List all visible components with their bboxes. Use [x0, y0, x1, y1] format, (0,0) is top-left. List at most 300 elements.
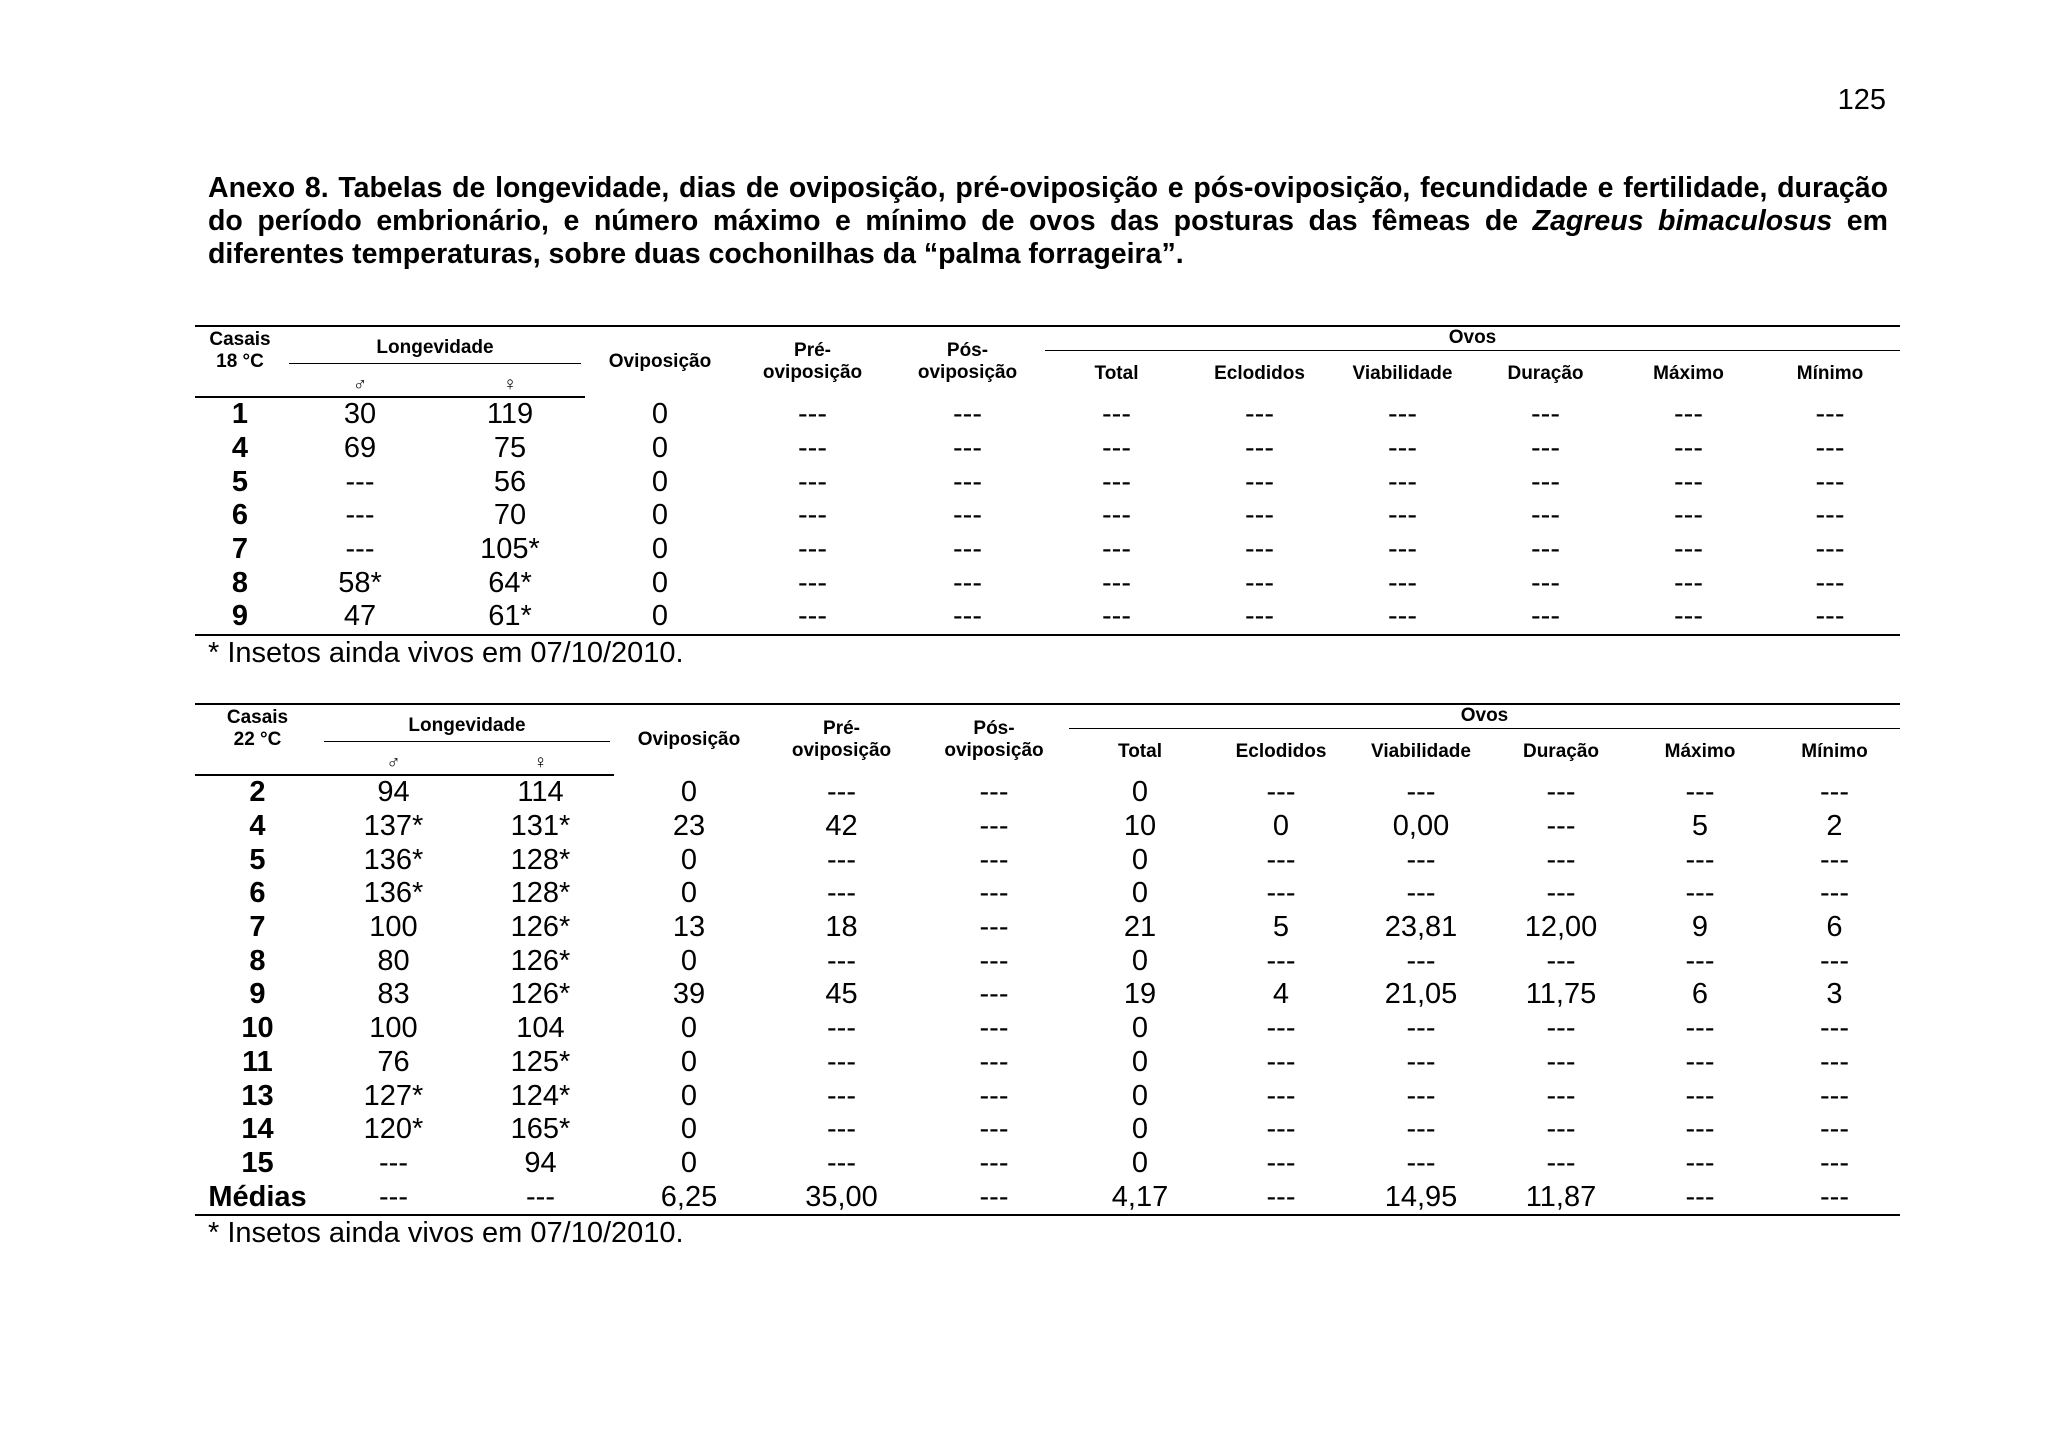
row-label: 5: [249, 843, 266, 876]
table-cell: ---: [1266, 775, 1296, 808]
table-cell: ---: [1245, 499, 1274, 532]
row-label: 8: [249, 944, 266, 977]
table-cell: ---: [1266, 1045, 1296, 1078]
table-cell: ---: [953, 397, 982, 430]
table-cell: ---: [1245, 397, 1274, 430]
table-18c: [195, 325, 1900, 636]
col-oviposicao: Oviposição: [585, 326, 735, 397]
table-row: [195, 877, 1900, 911]
table-cell: 83: [377, 978, 410, 1011]
table-22c: [195, 703, 1900, 1216]
table-cell: ---: [1820, 775, 1849, 808]
row-label: 8: [231, 566, 249, 599]
table-cell: ---: [827, 775, 856, 808]
table-cell: 128*: [510, 843, 571, 876]
table-cell: ---: [979, 843, 1009, 876]
table-cell: ---: [1388, 432, 1417, 465]
table-cell: ---: [979, 1045, 1009, 1078]
table-cell: ---: [1245, 533, 1274, 566]
table-cell: ---: [1406, 1113, 1436, 1146]
table-cell: ---: [1531, 566, 1560, 599]
table-cell: 0: [1131, 1045, 1149, 1078]
table-body: [195, 775, 1900, 1215]
table-cell: 2: [1826, 810, 1843, 843]
table-cell: ---: [1617, 600, 1760, 635]
table-cell: ---: [1685, 775, 1715, 808]
table-cell: 70: [493, 499, 527, 532]
table-cell: ---: [979, 810, 1009, 843]
table-cell: 6: [1826, 911, 1843, 944]
table-cell: 126*: [510, 944, 571, 977]
row-label: Médias: [195, 1180, 320, 1215]
row-label: 13: [241, 1079, 274, 1112]
table-cell: 137*: [363, 810, 424, 843]
table-cell: 80: [377, 944, 410, 977]
table-cell: 42: [825, 810, 858, 843]
table-cell: 23,81: [1384, 911, 1458, 944]
table-cell: ---: [1815, 397, 1845, 430]
table-cell: ---: [1406, 944, 1436, 977]
table-cell: ---: [1685, 877, 1715, 910]
table-cell: 124*: [510, 1079, 571, 1112]
table-cell: 75: [493, 432, 527, 465]
table-cell: ---: [320, 1180, 467, 1215]
table-cell: ---: [379, 1146, 408, 1179]
table-cell: ---: [1685, 944, 1715, 977]
table-cell: ---: [1406, 1079, 1436, 1112]
table-row: [195, 499, 1900, 533]
table-cell: ---: [827, 1113, 856, 1146]
table-cell: 0: [651, 566, 669, 599]
table-cell: 47: [285, 600, 435, 635]
table-cell: ---: [467, 1180, 614, 1215]
row-label: 5: [231, 465, 249, 498]
table-cell: 23: [672, 810, 706, 843]
row-label: 15: [241, 1146, 274, 1179]
table-cell: 4,17: [1069, 1180, 1211, 1215]
table-cell: ---: [798, 397, 827, 430]
table-cell: ---: [1674, 566, 1703, 599]
table-cell: ---: [1245, 465, 1274, 498]
row-label: 6: [249, 877, 266, 910]
table-cell: ---: [1815, 465, 1845, 498]
col-pos-oviposicao: Pós- oviposição: [890, 326, 1045, 397]
table-cell: 11,87: [1491, 1180, 1631, 1215]
col-pre-oviposicao: Pré- oviposição: [764, 704, 919, 775]
table-cell: 21,05: [1384, 978, 1458, 1011]
table-cell: ---: [1102, 397, 1131, 430]
table-cell: 6: [1691, 978, 1709, 1011]
table-row: [195, 944, 1900, 978]
table-row: [195, 978, 1900, 1012]
table-cell: ---: [979, 775, 1009, 808]
table-row: [195, 810, 1900, 844]
row-label: 11: [242, 1045, 273, 1078]
table-cell: ---: [1102, 533, 1131, 566]
table-row: [195, 432, 1900, 466]
table-cell: ---: [1685, 843, 1715, 876]
table-cell: 0: [1131, 1113, 1149, 1146]
table-cell: 14,95: [1351, 1180, 1491, 1215]
table-cell: ---: [827, 877, 856, 910]
col-eclodidos: Eclodidos: [1235, 740, 1327, 762]
table-cell: 58*: [338, 566, 382, 599]
table-cell: ---: [1188, 600, 1331, 635]
table-cell: 9: [1691, 911, 1709, 944]
table-cell: 0: [1131, 775, 1149, 808]
table-cell: ---: [798, 465, 827, 498]
species-name: Zagreus bimaculosus: [1532, 205, 1833, 237]
table-cell: ---: [1388, 397, 1417, 430]
table-cell: 13: [672, 911, 706, 944]
table-cell: ---: [1546, 877, 1576, 910]
table-cell: 0: [680, 1012, 698, 1045]
table-cell: ---: [1815, 432, 1845, 465]
table-cell: ---: [953, 465, 982, 498]
table-cell: ---: [979, 1146, 1009, 1179]
table-cell: 0: [1272, 810, 1290, 843]
table-cell: ---: [1474, 600, 1617, 635]
col-casais: Casais 18 °C: [195, 326, 285, 374]
table-cell: ---: [1388, 566, 1417, 599]
male-symbol: ♂: [320, 752, 467, 775]
col-ovos: Ovos: [1045, 326, 1900, 350]
table-cell: ---: [1102, 465, 1131, 498]
table-cell: ---: [1211, 1180, 1351, 1215]
table-row: [195, 911, 1900, 945]
table-cell: ---: [979, 877, 1009, 910]
table-cell: ---: [1546, 775, 1576, 808]
col-eclodidos: Eclodidos: [1214, 362, 1305, 384]
col-casais-spacer: [195, 374, 285, 397]
table-cell: ---: [798, 432, 827, 465]
table-cell: 105*: [480, 533, 540, 566]
caption-text: Anexo 8. Tabelas de longevidade, dias de oviposição, pré-oviposição e pós-oviposição, fecundidade e fertilidade, duração do período embrionário, e número máximo e mínimo de ovos das posturas das fêmeas de: [208, 172, 1888, 237]
table-row: [195, 775, 1900, 810]
table-cell: ---: [1266, 944, 1296, 977]
table-cell: 94: [524, 1146, 557, 1179]
table-row: [195, 600, 1900, 635]
table-cell: ---: [1820, 1146, 1849, 1179]
table-row: [195, 397, 1900, 432]
table-cell: 56: [493, 465, 527, 498]
table-cell: 125*: [510, 1045, 571, 1078]
table-cell: 69: [343, 432, 377, 465]
table-row: [195, 566, 1900, 600]
table-cell: ---: [1266, 1079, 1296, 1112]
table-cell: 104: [516, 1012, 565, 1045]
table-cell: 165*: [510, 1113, 571, 1146]
row-label: 1: [231, 398, 249, 431]
table-cell: ---: [1406, 843, 1436, 876]
table-cell: 21: [1123, 911, 1157, 944]
table-cell: ---: [1685, 1012, 1715, 1045]
table-cell: ---: [979, 944, 1009, 977]
table-cell: ---: [1820, 1045, 1849, 1078]
table-cell: ---: [827, 843, 856, 876]
col-viabilidade: Viabilidade: [1352, 362, 1453, 384]
table-cell: ---: [953, 432, 982, 465]
table-cell: ---: [1388, 499, 1417, 532]
table-cell: ---: [1406, 1012, 1436, 1045]
table-cell: ---: [1631, 1180, 1769, 1215]
col-pre-oviposicao: Pré- oviposição: [735, 326, 890, 397]
table-cell: ---: [1045, 600, 1188, 635]
row-label: 9: [195, 600, 285, 635]
col-duracao: Duração: [1522, 740, 1600, 762]
table-cell: 0: [680, 843, 698, 876]
footnote-22c: * Insetos ainda vivos em 07/10/2010.: [208, 1217, 684, 1249]
table-cell: ---: [953, 566, 982, 599]
table-row: [195, 533, 1900, 567]
table-cell: ---: [1102, 499, 1131, 532]
table-cell: ---: [979, 978, 1009, 1011]
row-label: 6: [231, 499, 249, 532]
row-label: 7: [231, 533, 249, 566]
table-cell: ---: [1674, 432, 1703, 465]
table-cell: 0: [1131, 877, 1149, 910]
table-cell: ---: [1820, 1012, 1849, 1045]
table-caption: [208, 172, 1888, 271]
table-row: [195, 1147, 1900, 1181]
col-viabilidade: Viabilidade: [1371, 740, 1471, 762]
table-cell: 0: [651, 465, 669, 498]
table-cell: ---: [1406, 775, 1436, 808]
row-label: 2: [249, 776, 266, 809]
col-pos-oviposicao: Pós- oviposição: [919, 704, 1069, 775]
table-row: [195, 1180, 1900, 1215]
table-cell: ---: [1546, 944, 1576, 977]
table-cell: 119: [486, 398, 534, 431]
table-cell: 0: [585, 600, 735, 635]
table-cell: 6,25: [614, 1180, 764, 1215]
table-cell: ---: [827, 944, 856, 977]
table-cell: ---: [1815, 499, 1845, 532]
table-cell: 0: [680, 1146, 698, 1179]
table-cell: ---: [798, 499, 827, 532]
table-cell: ---: [1531, 465, 1560, 498]
table-cell: 0: [1131, 944, 1149, 977]
table-cell: ---: [1406, 1045, 1436, 1078]
male-symbol: ♂: [285, 374, 435, 397]
table-row: [195, 1046, 1900, 1080]
table-cell: ---: [1769, 1180, 1900, 1215]
col-casais: Casais 22 °C: [195, 704, 320, 752]
table-cell: ---: [1815, 533, 1845, 566]
table-cell: ---: [1531, 533, 1560, 566]
table-cell: ---: [1102, 432, 1131, 465]
table-cell: 126*: [510, 911, 571, 944]
table-cell: ---: [1685, 1045, 1715, 1078]
table-cell: 11,75: [1525, 978, 1597, 1011]
table-cell: 0: [651, 499, 669, 532]
table-cell: ---: [345, 465, 375, 498]
table-cell: ---: [1546, 1012, 1576, 1045]
table-cell: 0: [651, 533, 669, 566]
table-cell: ---: [1266, 1012, 1296, 1045]
col-longevidade: Longevidade: [320, 704, 614, 752]
table-cell: 4: [1272, 978, 1290, 1011]
table-cell: ---: [979, 1113, 1009, 1146]
table-cell: ---: [1266, 1113, 1296, 1146]
table-cell: 5: [1272, 911, 1290, 944]
table-cell: ---: [827, 1079, 856, 1112]
col-ovos: Ovos: [1069, 704, 1900, 728]
col-total: Total: [1118, 740, 1162, 762]
col-maximo: Máximo: [1653, 362, 1724, 384]
table-cell: ---: [1546, 1045, 1576, 1078]
table-cell: 0,00: [1392, 810, 1450, 843]
col-oviposicao: Oviposição: [614, 704, 764, 775]
table-cell: 0: [680, 944, 698, 977]
table-cell: ---: [1388, 533, 1417, 566]
table-cell: 61*: [435, 600, 585, 635]
table-body: [195, 397, 1900, 635]
col-minimo: Mínimo: [1796, 362, 1864, 384]
table-cell: ---: [1815, 566, 1845, 599]
table-cell: ---: [1406, 1146, 1436, 1179]
table-cell: 45: [825, 978, 858, 1011]
col-total: Total: [1094, 362, 1139, 384]
table-cell: ---: [827, 1045, 856, 1078]
row-label: 10: [241, 1012, 274, 1045]
table-cell: ---: [1820, 877, 1849, 910]
table-cell: 0: [680, 877, 698, 910]
table-cell: ---: [1546, 1079, 1576, 1112]
table-cell: 10: [1123, 810, 1157, 843]
table-cell: ---: [1406, 877, 1436, 910]
table-cell: 76: [377, 1045, 410, 1078]
table-cell: ---: [1102, 566, 1131, 599]
table-cell: ---: [1531, 432, 1560, 465]
table-cell: ---: [1388, 465, 1417, 498]
table-cell: ---: [890, 600, 1045, 635]
table-cell: ---: [979, 1012, 1009, 1045]
table-cell: ---: [1674, 465, 1703, 498]
table-cell: ---: [827, 1012, 856, 1045]
table-cell: 12,00: [1524, 911, 1598, 944]
table-cell: 0: [1131, 1079, 1149, 1112]
table-cell: 18: [825, 911, 858, 944]
table-cell: ---: [798, 533, 827, 566]
table-cell: 3: [1826, 978, 1843, 1011]
table-cell: ---: [798, 566, 827, 599]
page-number: 125: [1837, 84, 1886, 116]
table-cell: 0: [1131, 1012, 1149, 1045]
table-cell: ---: [1546, 810, 1576, 843]
table-cell: ---: [979, 1079, 1009, 1112]
table-cell: 39: [672, 978, 706, 1011]
table-cell: 30: [343, 398, 377, 431]
table-cell: 127*: [363, 1079, 424, 1112]
row-label: 4: [249, 810, 266, 843]
table-cell: 114: [517, 776, 564, 809]
table-cell: ---: [1820, 843, 1849, 876]
table-cell: ---: [1674, 397, 1703, 430]
table-cell: ---: [1531, 397, 1560, 430]
table-cell: 0: [1131, 1146, 1149, 1179]
col-duracao: Duração: [1507, 362, 1584, 384]
table-cell: 0: [680, 775, 698, 808]
table-cell: 126*: [510, 978, 571, 1011]
table-cell: ---: [1685, 1146, 1715, 1179]
table-cell: ---: [1685, 1079, 1715, 1112]
table-row: [195, 1079, 1900, 1113]
table-cell: 0: [680, 1079, 698, 1112]
table-cell: ---: [919, 1180, 1069, 1215]
table-cell: ---: [1820, 1113, 1849, 1146]
table-cell: ---: [979, 911, 1009, 944]
table-cell: ---: [953, 533, 982, 566]
table-cell: 35,00: [764, 1180, 919, 1215]
row-label: 7: [249, 911, 266, 944]
caption-text-end: em diferentes temperaturas, sobre duas cochonilhas da “palma forrageira”.: [208, 205, 1888, 270]
table-cell: 131*: [510, 810, 571, 843]
table-cell: ---: [1685, 1113, 1715, 1146]
table-cell: 0: [1131, 843, 1149, 876]
table-cell: ---: [1531, 499, 1560, 532]
table-cell: ---: [1820, 944, 1849, 977]
table-cell: 0: [651, 397, 669, 430]
table-cell: ---: [1546, 1113, 1576, 1146]
table-cell: ---: [1266, 877, 1296, 910]
table-cell: ---: [1546, 843, 1576, 876]
table-cell: 128*: [510, 877, 571, 910]
table-cell: ---: [953, 499, 982, 532]
table-cell: ---: [735, 600, 890, 635]
table-cell: 5: [1691, 810, 1709, 843]
table-cell: 120*: [363, 1113, 424, 1146]
table-cell: 100: [369, 911, 418, 944]
table-cell: ---: [1266, 1146, 1296, 1179]
female-symbol: ♀: [467, 752, 614, 775]
table-cell: ---: [1546, 1146, 1576, 1179]
table-cell: 19: [1123, 978, 1157, 1011]
table-cell: 136*: [363, 877, 424, 910]
col-minimo: Mínimo: [1801, 740, 1868, 762]
table-cell: 64*: [488, 566, 532, 599]
table-cell: ---: [1245, 432, 1274, 465]
col-casais-spacer: [195, 752, 320, 775]
table-cell: ---: [1674, 499, 1703, 532]
table-cell: ---: [345, 533, 375, 566]
table-cell: ---: [345, 499, 375, 532]
table-cell: 136*: [363, 843, 424, 876]
table-row: [195, 1113, 1900, 1147]
table-cell: ---: [1820, 1079, 1849, 1112]
table-row: [195, 465, 1900, 499]
table-cell: 100: [369, 1012, 418, 1045]
row-label: 4: [231, 432, 249, 465]
footnote-18c: * Insetos ainda vivos em 07/10/2010.: [208, 637, 684, 669]
row-label: 14: [241, 1113, 274, 1146]
col-maximo: Máximo: [1664, 740, 1736, 762]
table-cell: ---: [1331, 600, 1474, 635]
table-cell: ---: [1266, 843, 1296, 876]
table-cell: 94: [377, 776, 410, 809]
table-cell: ---: [1245, 566, 1274, 599]
col-longevidade: Longevidade: [285, 326, 585, 374]
table-cell: 0: [651, 432, 669, 465]
female-symbol: ♀: [435, 374, 585, 397]
table-row: [195, 843, 1900, 877]
table-cell: ---: [1674, 533, 1703, 566]
table-cell: ---: [827, 1146, 856, 1179]
table-cell: ---: [1760, 600, 1900, 635]
table-cell: 0: [680, 1113, 698, 1146]
table-row: [195, 1012, 1900, 1046]
table-cell: 0: [680, 1045, 698, 1078]
